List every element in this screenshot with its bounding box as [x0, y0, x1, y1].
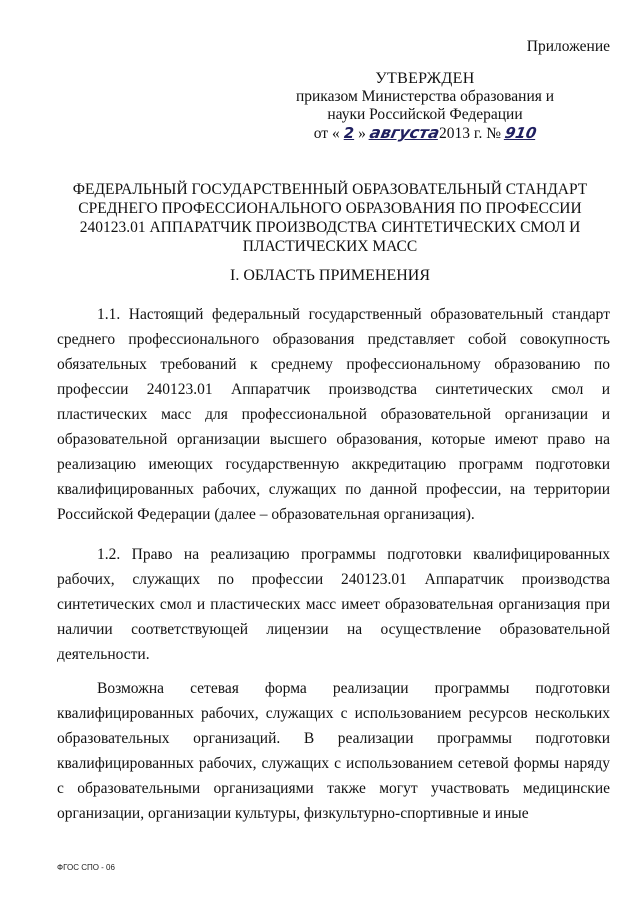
approval-block: [280, 70, 570, 143]
paragraph-1-1: [57, 302, 610, 527]
handwritten-day: 2: [343, 124, 355, 142]
date-mid: »: [358, 125, 366, 142]
paragraph-text: Возможна сетевая форма реализации программы подготовки квалифицированных рабочих, служащих с использованием ресурсов нескольких образовательных организаций. В реализации программы подготовки квалифицированных рабочих, служащих с использованием сетевой формы наряду с образовательными организациями также могут участвовать медицинские организации, организации культуры, физкультурно-спортивные и иные: [57, 680, 610, 822]
appendix-label: Приложение: [526, 38, 610, 55]
paragraph-text: 1.1. Настоящий федеральный государственный образовательный стандарт среднего профессионального образования представляет собой совокупность обязательных требований к среднему профессиональному образованию по профессии 240123.01 Аппаратчик производства синтетических смол и пластических масс для профессиональной образовательной организации и образовательной организации высшего образования, которые имеют право на реализацию имеющих государственную аккредитацию программ подготовки квалифицированных рабочих, служащих по данной профессии, на территории Российской Федерации (далее – образовательная организация).: [57, 306, 610, 523]
approval-line-1: приказом Министерства образования и: [295, 88, 555, 105]
section-heading: I. ОБЛАСТЬ ПРИМЕНЕНИЯ: [229, 267, 431, 284]
paragraph-text: 1.2. Право на реализацию программы подготовки квалифицированных рабочих, служащих по профессии 240123.01 Аппаратчик производства синтетических смол и пластических масс имеет образовательная организация при наличии соответствующей лицензии на осуществление образовательной деятельности.: [57, 546, 610, 663]
approval-title: УТВЕРЖДЕН: [375, 70, 475, 87]
paragraph-network-form: [57, 676, 610, 826]
handwritten-order-number: 910: [503, 124, 538, 142]
date-year: 2013 г. №: [439, 125, 502, 142]
title-line: СРЕДНЕГО ПРОФЕССИОНАЛЬНОГО ОБРАЗОВАНИЯ ПО ПРОФЕССИИ: [78, 200, 582, 217]
paragraph-1-2: [57, 542, 610, 667]
title-line: 240123.01 АППАРАТЧИК ПРОИЗВОДСТВА СИНТЕТИЧЕСКИХ СМОЛ И: [79, 219, 581, 236]
handwritten-month: августа: [367, 123, 442, 142]
date-prefix: от «: [313, 125, 340, 142]
approval-date-line: [280, 124, 570, 143]
document-title: [50, 180, 610, 256]
approval-line-2: науки Российской Федерации: [327, 106, 523, 123]
title-line: ФЕДЕРАЛЬНЫЙ ГОСУДАРСТВЕННЫЙ ОБРАЗОВАТЕЛЬНЫЙ СТАНДАРТ: [72, 181, 588, 198]
title-line: ПЛАСТИЧЕСКИХ МАСС: [242, 238, 418, 255]
footer-code: ФГОС СПО - 06: [57, 863, 115, 872]
